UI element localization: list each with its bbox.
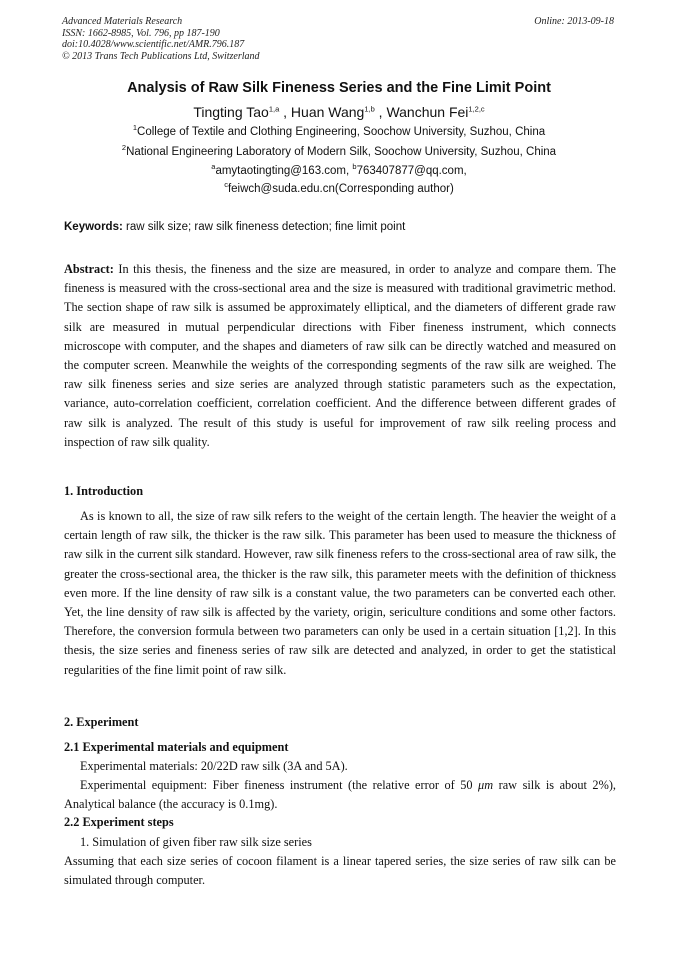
copyright-line: © 2013 Trans Tech Publications Ltd, Switzerland: [62, 50, 260, 62]
email-sup: a: [211, 162, 216, 172]
email-line-1: [0, 162, 678, 177]
subsection-heading-materials: 2.1 Experimental materials and equipment: [64, 740, 289, 754]
paper-title: Analysis of Raw Silk Fineness Series and the Fine Limit Point: [127, 80, 551, 96]
abstract-text: In this thesis, the fineness and the size are measured, in order to analyze and compare them. The fineness is measured with the cross-sectional area and the size is measured with traditional gravimetric method. The section shape of raw silk is assumed be approximately elliptical, and the diameters of different grade raw silk are measured in mutual perpendicular directions with Fiber fineness instrument, which connects microscope with computer, and the shapes and diameters of raw silk can be directly watched and measured on the computer screen. Meanwhile the weights of the corresponding segments of the raw silk are weighed. The raw silk fineness series and size series are analyzed through statistic parameters such as the expectation, variance, auto-correlation coefficient, correlation coefficient. And the difference between different grades of raw silk is analyzed. The result of this study is useful for improvement of raw silk reeling process and inspection of raw silk quality.: [64, 262, 616, 449]
journal-name: Advanced Materials Research: [62, 16, 183, 27]
affiliation-sup: 1: [132, 123, 138, 133]
micrometer-unit: μm: [478, 778, 494, 792]
keywords-text: raw silk size; raw silk fineness detection; fine limit point: [122, 221, 406, 233]
equipment-text-post: raw silk is about 2%), Analytical balance (the accuracy is 0.1mg).: [64, 778, 616, 812]
email-sup: b: [352, 162, 357, 172]
affiliation-sup: 2: [121, 143, 127, 153]
keywords-label: Keywords:: [64, 221, 123, 233]
email-b: 763407877@qq.com,: [356, 165, 467, 177]
affiliation-1: [0, 123, 678, 138]
abstract-label: Abstract:: [64, 262, 114, 276]
author-name: Wanchun Fei: [386, 104, 469, 120]
email-line-2: [0, 180, 678, 195]
affiliation-2: [0, 143, 678, 158]
online-date: Online: 2013-09-18: [534, 16, 614, 27]
author-sup: 1,a: [268, 104, 280, 114]
section-heading-experiment: 2. Experiment: [64, 715, 139, 729]
author-name: Huan Wang: [290, 104, 365, 120]
affiliation-text: National Engineering Laboratory of Modern Silk, Soochow University, Suzhou, China: [126, 146, 557, 158]
abstract: [64, 260, 616, 452]
affiliation-text: College of Textile and Clothing Engineering, Soochow University, Suzhou, China: [137, 126, 546, 138]
email-a: amytaotingting@163.com,: [215, 165, 353, 177]
issn-line: ISSN: 1662-8985, Vol. 796, pp 187-190: [62, 27, 220, 39]
author-separator: ,: [374, 104, 387, 120]
journal-header: [62, 16, 260, 62]
author-name: Tingting Tao: [193, 104, 269, 120]
step-1-heading: 1. Simulation of given fiber raw silk size series: [80, 835, 312, 849]
keywords: [64, 221, 624, 233]
step-1-text: Assuming that each size series of cocoon filament is a linear tapered series, the size series of raw silk can be simulated through computer.: [64, 854, 616, 888]
equipment-text: [64, 776, 616, 814]
author-separator: ,: [279, 104, 291, 120]
email-c: feiwch@suda.edu.cn(Corresponding author): [227, 183, 454, 195]
materials-text: Experimental materials: 20/22D raw silk (3A and 5A).: [80, 759, 348, 773]
author-sup: 1,b: [364, 104, 375, 114]
subsection-heading-steps: 2.2 Experiment steps: [64, 815, 174, 829]
section-heading-introduction: 1. Introduction: [64, 484, 144, 498]
author-line: [0, 104, 678, 120]
email-sup: c: [224, 180, 228, 190]
introduction-text: As is known to all, the size of raw silk refers to the weight of the certain length. The heavier the weight of a certain length of raw silk, the thicker is the raw silk. This parameter has been used to measure the thickness of raw silk in the current silk standard. However, raw silk fineness refers to the cross-sectional area of raw silk, the greater the cross-sectional area, the thicker is the raw silk, this parameter meets with the definition of thickness even more. If the line density of raw silk is a constant value, the two parameters can be converted each other. Yet, the line density of raw silk is affected by the variety, origin, sericulture conditions and some other factors. Therefore, the conversion formula between two parameters can only be used in a certain situation [1,2]. In this thesis, the size series and fineness series of raw silk are detected and analyzed, in order to get the statistical regularities of the fine limit point of raw silk.: [64, 509, 616, 677]
equipment-text-pre: Experimental equipment: Fiber fineness instrument (the relative error of 50: [80, 778, 479, 792]
author-sup: 1,2,c: [468, 104, 485, 114]
doi-line: doi:10.4028/www.scientific.net/AMR.796.187: [62, 39, 245, 50]
